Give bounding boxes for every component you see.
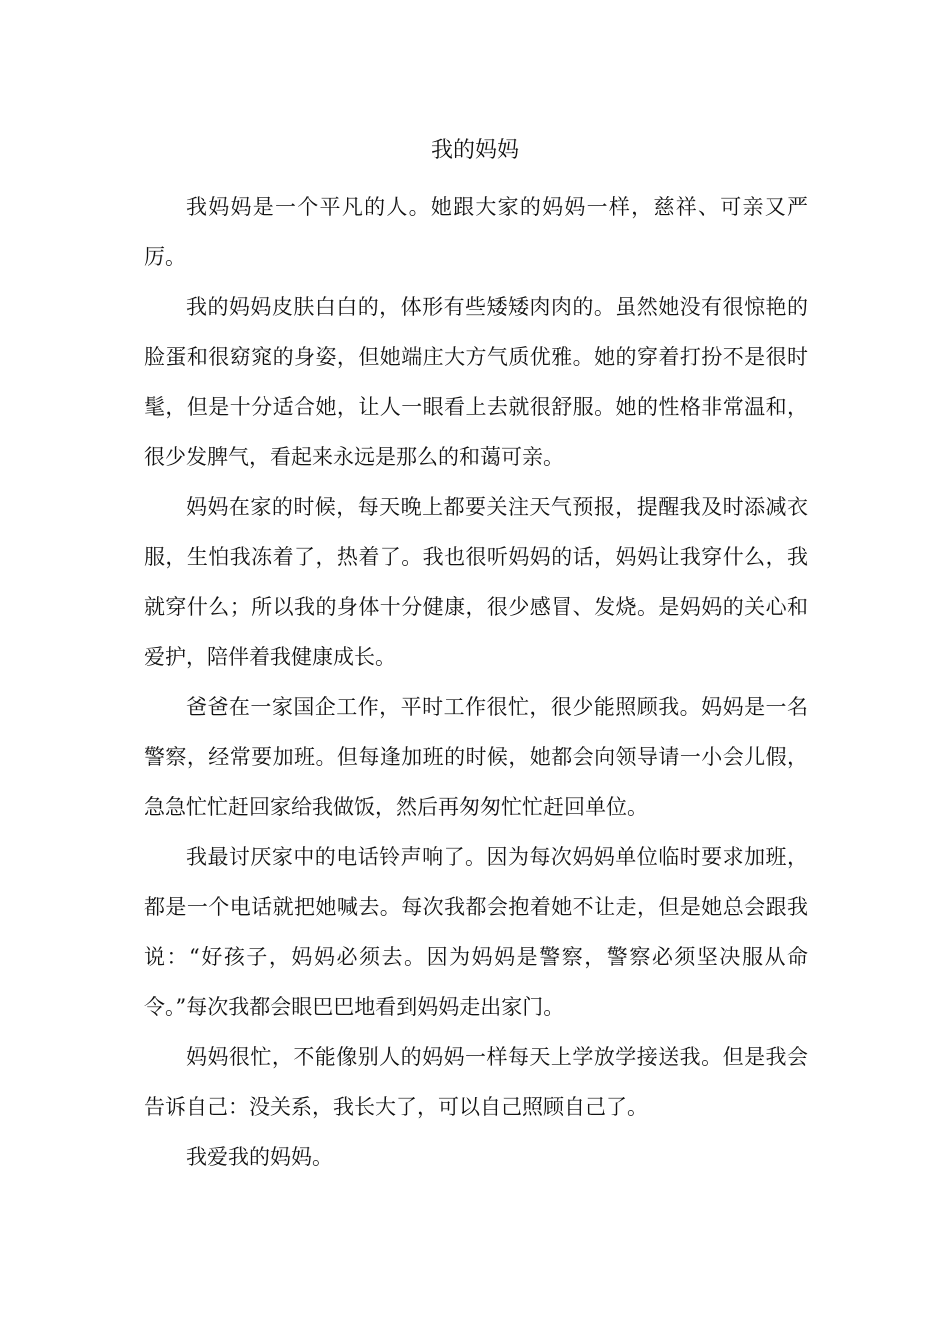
paragraph-5: 我最讨厌家中的电话铃声响了。因为每次妈妈单位临时要求加班，都是一个电话就把她喊去。每次我都会抱着她不让走，但是她总会跟我说：“好孩子，妈妈必须去。因为妈妈是警察，警察必须坚决服从命令。”每次我都会眼巴巴地看到妈妈走出家门。 bbox=[144, 845, 808, 1019]
paragraph-7: 我爱我的妈妈。 bbox=[186, 1145, 333, 1169]
paragraph-1: 我妈妈是一个平凡的人。她跟大家的妈妈一样，慈祥、可亲又严厉。 bbox=[144, 195, 808, 269]
paragraph-6: 妈妈很忙，不能像别人的妈妈一样每天上学放学接送我。但是我会告诉自己：没关系，我长大了，可以自己照顾自己了。 bbox=[144, 1045, 808, 1119]
paragraph-3: 妈妈在家的时候，每天晚上都要关注天气预报，提醒我及时添减衣服，生怕我冻着了，热着了。我也很听妈妈的话，妈妈让我穿什么，我就穿什么；所以我的身体十分健康，很少感冒、发烧。是妈妈的关心和爱护，陪伴着我健康成长。 bbox=[144, 495, 808, 669]
paragraph-4: 爸爸在一家国企工作，平时工作很忙，很少能照顾我。妈妈是一名警察，经常要加班。但每逢加班的时候，她都会向领导请一小会儿假，急急忙忙赶回家给我做饭，然后再匆匆忙忙赶回单位。 bbox=[144, 695, 808, 819]
page-title: 我的妈妈 bbox=[430, 138, 519, 163]
essay-body bbox=[144, 182, 808, 1182]
paragraph-2: 我的妈妈皮肤白白的，体形有些矮矮肉肉的。虽然她没有很惊艳的脸蛋和很窈窕的身姿，但她端庄大方气质优雅。她的穿着打扮不是很时髦，但是十分适合她，让人一眼看上去就很舒服。她的性格非常温和，很少发脾气，看起来永远是那么的和蔼可亲。 bbox=[144, 295, 808, 469]
